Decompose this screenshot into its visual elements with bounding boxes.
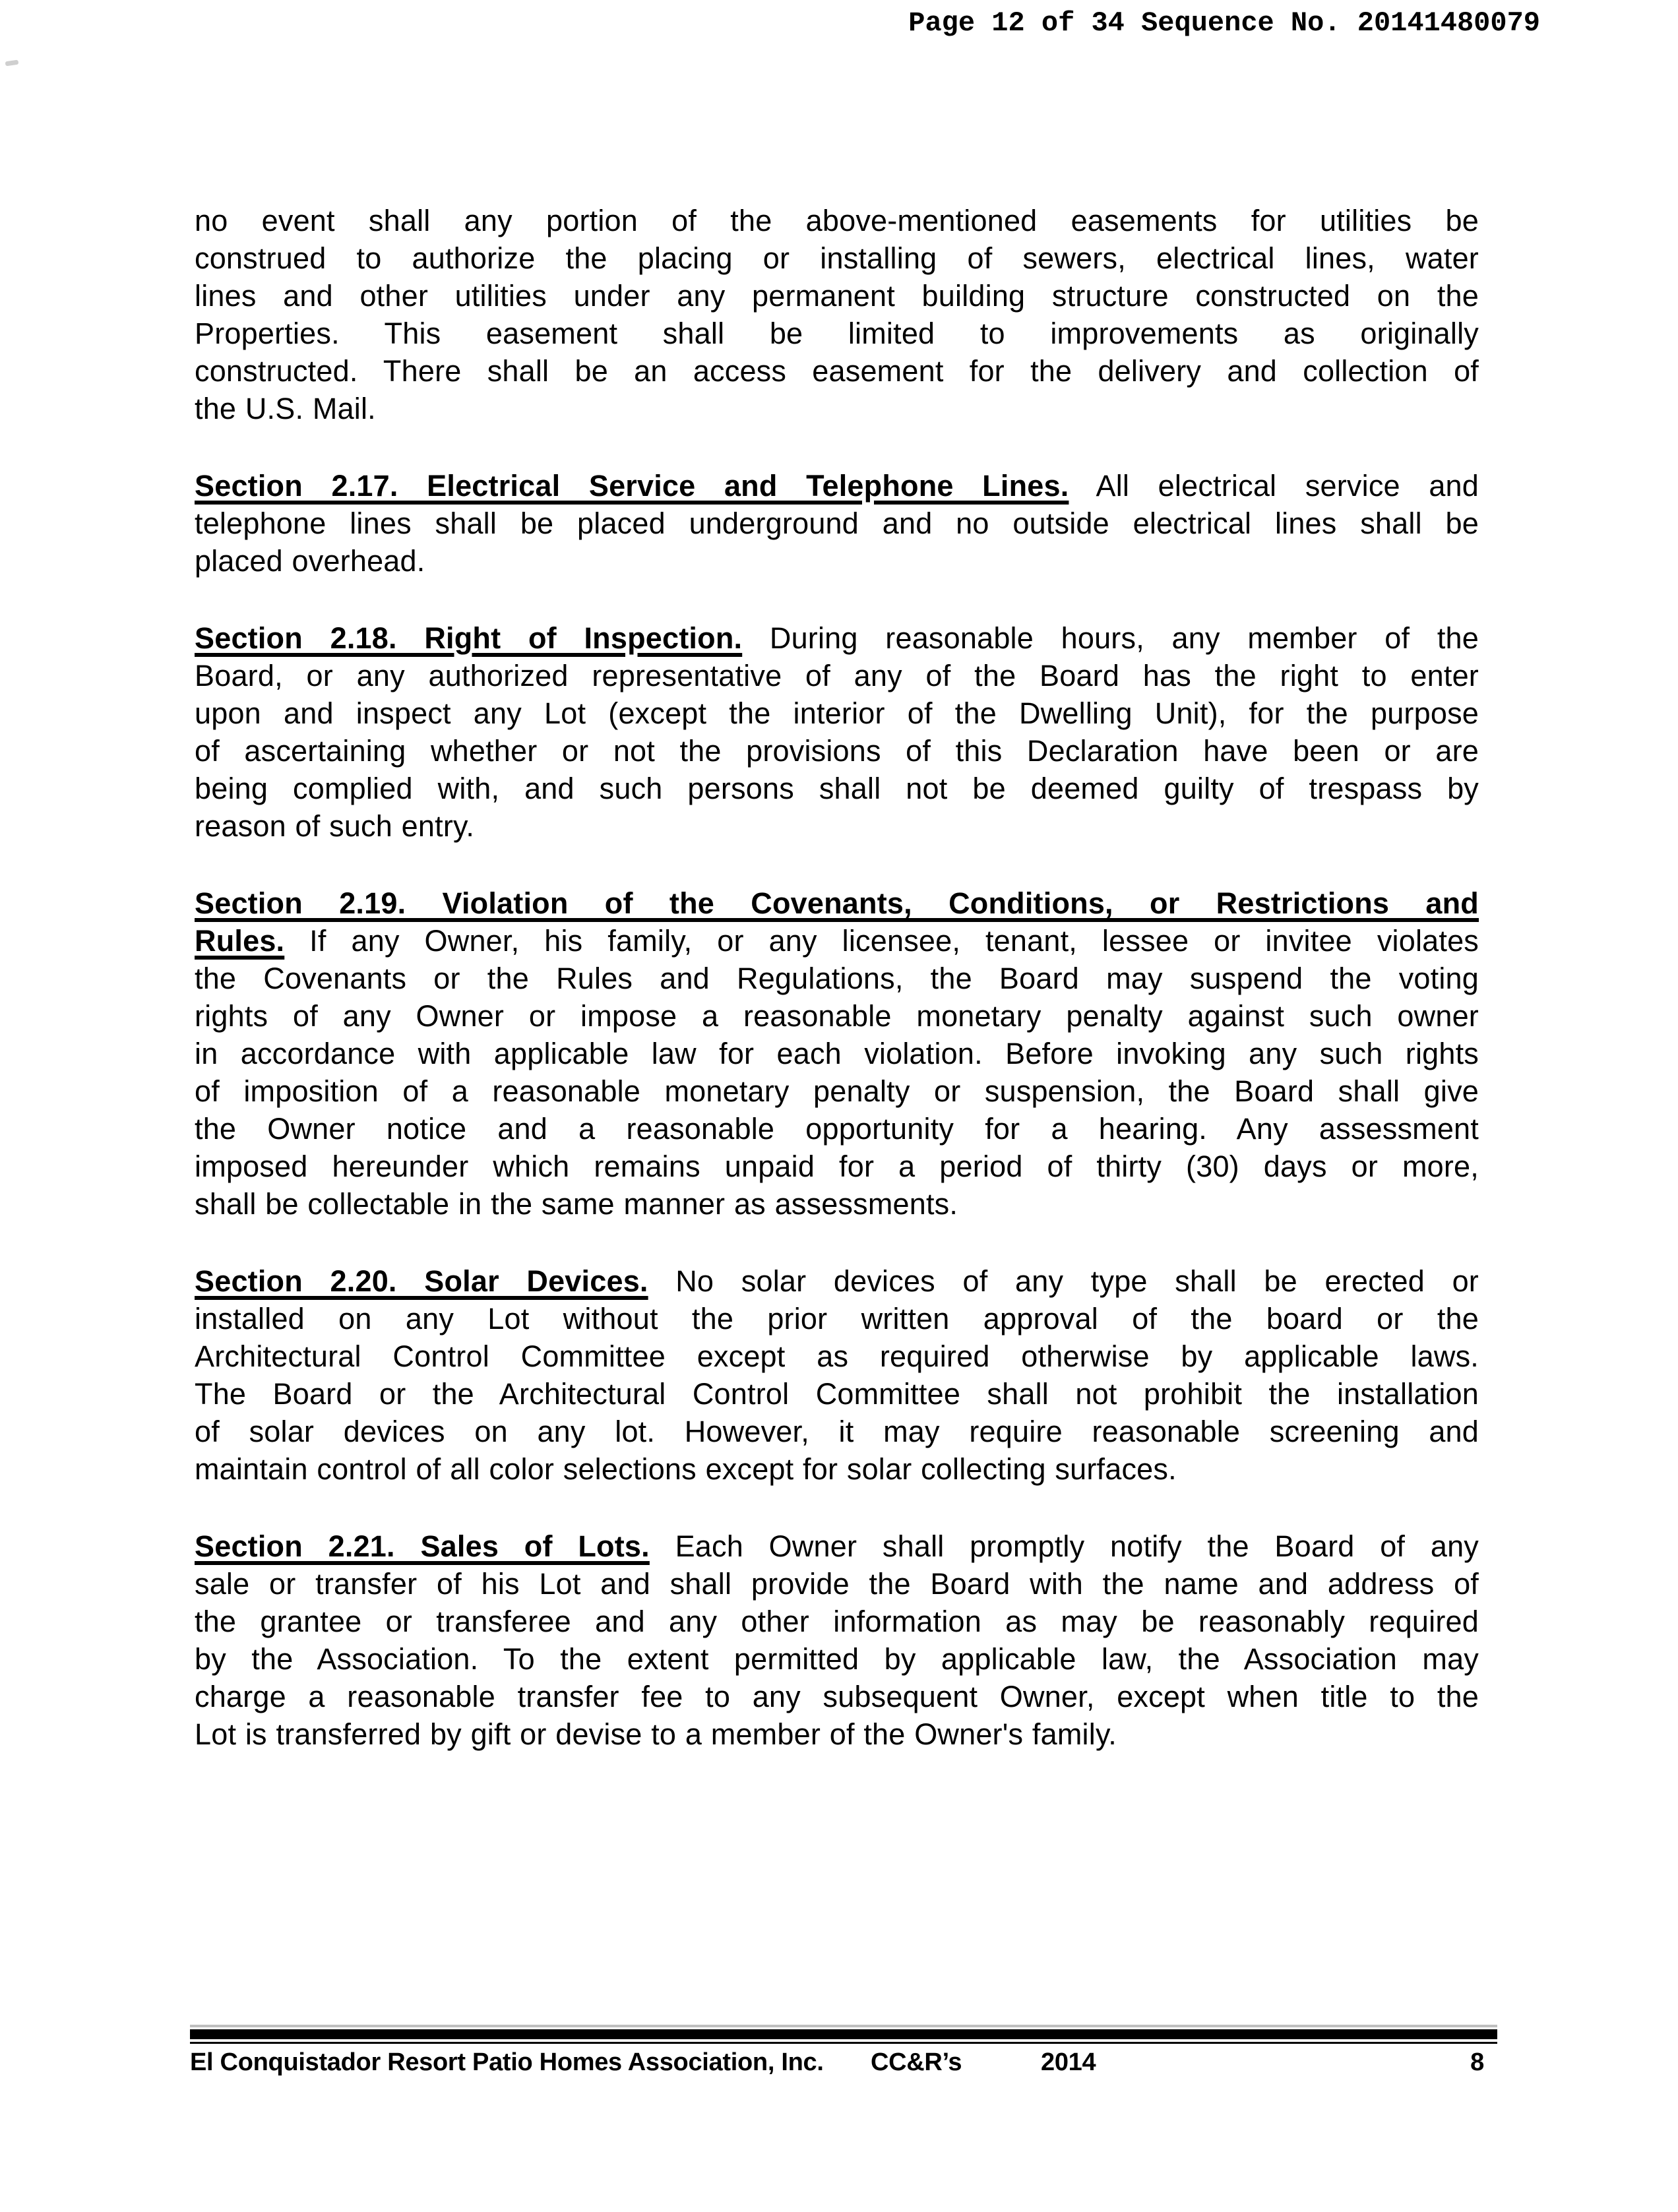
page-footer — [190, 2048, 1484, 2081]
text-line — [195, 619, 1479, 657]
body-text: in accordance with applicable law for each violation. Before invoking any such rights — [195, 1037, 1479, 1070]
document-body — [195, 202, 1479, 1753]
text-line — [195, 467, 1479, 505]
body-text: rights of any Owner or impose a reasonable monetary penalty against such owner — [195, 999, 1479, 1033]
body-text: The Board or the Architectural Control Committee shall not prohibit the installation — [195, 1377, 1479, 1411]
text-line — [195, 1035, 1479, 1072]
text-line — [195, 657, 1479, 694]
body-text: placed overhead. — [195, 544, 425, 578]
text-line — [195, 315, 1479, 352]
body-text: During reasonable hours, any member of the — [742, 621, 1479, 655]
body-text: charge a reasonable transfer fee to any subsequent Owner, except when title to the — [195, 1680, 1479, 1713]
body-text: Each Owner shall promptly notify the Board of any — [649, 1529, 1479, 1563]
body-text: Lot is transferred by gift or devise to a member of the Owner's family. — [195, 1717, 1117, 1751]
footer-rule-speckle — [190, 2025, 1497, 2027]
paragraph — [195, 1262, 1479, 1488]
body-text: Properties. This easement shall be limited to improvements as originally — [195, 317, 1479, 350]
body-text: reason of such entry. — [195, 809, 475, 843]
body-text: imposed hereunder which remains unpaid for a period of thirty (30) days or more, — [195, 1150, 1479, 1183]
text-line — [195, 1337, 1479, 1375]
text-line — [195, 239, 1479, 277]
body-text: the U.S. Mail. — [195, 392, 376, 425]
text-line — [195, 1262, 1479, 1300]
body-text: No solar devices of any type shall be erected or — [648, 1264, 1479, 1298]
section-heading-text: Section 2.17. Electrical Service and Telephone Lines. — [195, 469, 1069, 503]
body-text: sale or transfer of his Lot and shall provide the Board with the name and address of — [195, 1567, 1479, 1601]
section-heading-text: Section 2.19. Violation of the Covenants, Conditions, or Restrictions and — [195, 886, 1479, 920]
body-text: constructed. There shall be an access easement for the delivery and collection of — [195, 354, 1479, 388]
text-line — [195, 1640, 1479, 1678]
text-line — [195, 732, 1479, 770]
footer-document-type: CC&R’s — [871, 2048, 962, 2076]
text-line — [195, 1072, 1479, 1110]
text-line — [195, 884, 1479, 922]
text-line — [195, 807, 1479, 845]
body-text: the grantee or transferee and any other information as may be reasonably required — [195, 1605, 1479, 1638]
paragraph — [195, 884, 1479, 1223]
body-text: telephone lines shall be placed underground and no outside electrical lines shall be — [195, 507, 1479, 540]
body-text: by the Association. To the extent permitted by applicable law, the Association may — [195, 1642, 1479, 1676]
text-line — [195, 352, 1479, 390]
body-text: of ascertaining whether or not the provisions of this Declaration have been or are — [195, 734, 1479, 768]
body-text: maintain control of all color selections except for solar collecting surfaces. — [195, 1452, 1177, 1486]
text-line — [195, 390, 1479, 427]
text-line — [195, 202, 1479, 239]
body-text: shall be collectable in the same manner as assessments. — [195, 1187, 958, 1221]
footer-year: 2014 — [1041, 2048, 1096, 2076]
text-line — [195, 1565, 1479, 1603]
text-line — [195, 1527, 1479, 1565]
paragraph — [195, 467, 1479, 580]
body-text: If any Owner, his family, or any licensee, tenant, lessee or invitee violates — [284, 924, 1479, 958]
body-text: being complied with, and such persons shall not be deemed guilty of trespass by — [195, 772, 1479, 805]
body-text: All electrical service and — [1069, 469, 1479, 503]
section-heading-text: Section 2.18. Right of Inspection. — [195, 621, 743, 655]
paragraph — [195, 619, 1479, 845]
text-line — [195, 277, 1479, 315]
text-line — [195, 770, 1479, 807]
text-line — [195, 1375, 1479, 1413]
text-line — [195, 1110, 1479, 1148]
text-line — [195, 922, 1479, 960]
page-header: Page 12 of 34 Sequence No. 20141480079 — [908, 7, 1540, 39]
text-line — [195, 960, 1479, 997]
body-text: the Covenants or the Rules and Regulations, the Board may suspend the voting — [195, 962, 1479, 995]
text-line — [195, 997, 1479, 1035]
body-text: the Owner notice and a reasonable opportunity for a hearing. Any assessment — [195, 1112, 1479, 1146]
text-line — [195, 1450, 1479, 1488]
body-text: of imposition of a reasonable monetary penalty or suspension, the Board shall give — [195, 1074, 1479, 1108]
body-text: of solar devices on any lot. However, it may require reasonable screening and — [195, 1415, 1479, 1448]
footer-rule-bar — [190, 2029, 1497, 2039]
text-line — [195, 1603, 1479, 1640]
body-text: upon and inspect any Lot (except the interior of the Dwelling Unit), for the purpose — [195, 696, 1479, 730]
text-line — [195, 1148, 1479, 1185]
footer-rule — [190, 2025, 1497, 2044]
text-line — [195, 1413, 1479, 1450]
body-text: Architectural Control Committee except as required otherwise by applicable laws. — [195, 1339, 1479, 1373]
footer-rule-thin-line — [190, 2042, 1497, 2044]
text-line — [195, 505, 1479, 542]
section-heading-text: Section 2.20. Solar Devices. — [195, 1264, 648, 1298]
text-line — [195, 1715, 1479, 1753]
paragraph — [195, 1527, 1479, 1753]
body-text: no event shall any portion of the above-mentioned easements for utilities be — [195, 204, 1479, 237]
paragraph — [195, 202, 1479, 427]
text-line — [195, 1678, 1479, 1715]
body-text: lines and other utilities under any permanent building structure constructed on the — [195, 279, 1479, 313]
section-heading-text: Rules. — [195, 924, 285, 958]
scan-artifact — [5, 60, 19, 67]
text-line — [195, 694, 1479, 732]
body-text: Board, or any authorized representative of any of the Board has the right to enter — [195, 659, 1479, 692]
text-line — [195, 1185, 1479, 1223]
footer-association-name: El Conquistador Resort Patio Homes Association, Inc. — [190, 2048, 824, 2076]
footer-page-number: 8 — [1470, 2048, 1484, 2076]
body-text: construed to authorize the placing or installing of sewers, electrical lines, water — [195, 241, 1479, 275]
text-line — [195, 1300, 1479, 1337]
text-line — [195, 542, 1479, 580]
body-text: installed on any Lot without the prior written approval of the board or the — [195, 1302, 1479, 1336]
section-heading-text: Section 2.21. Sales of Lots. — [195, 1529, 650, 1563]
